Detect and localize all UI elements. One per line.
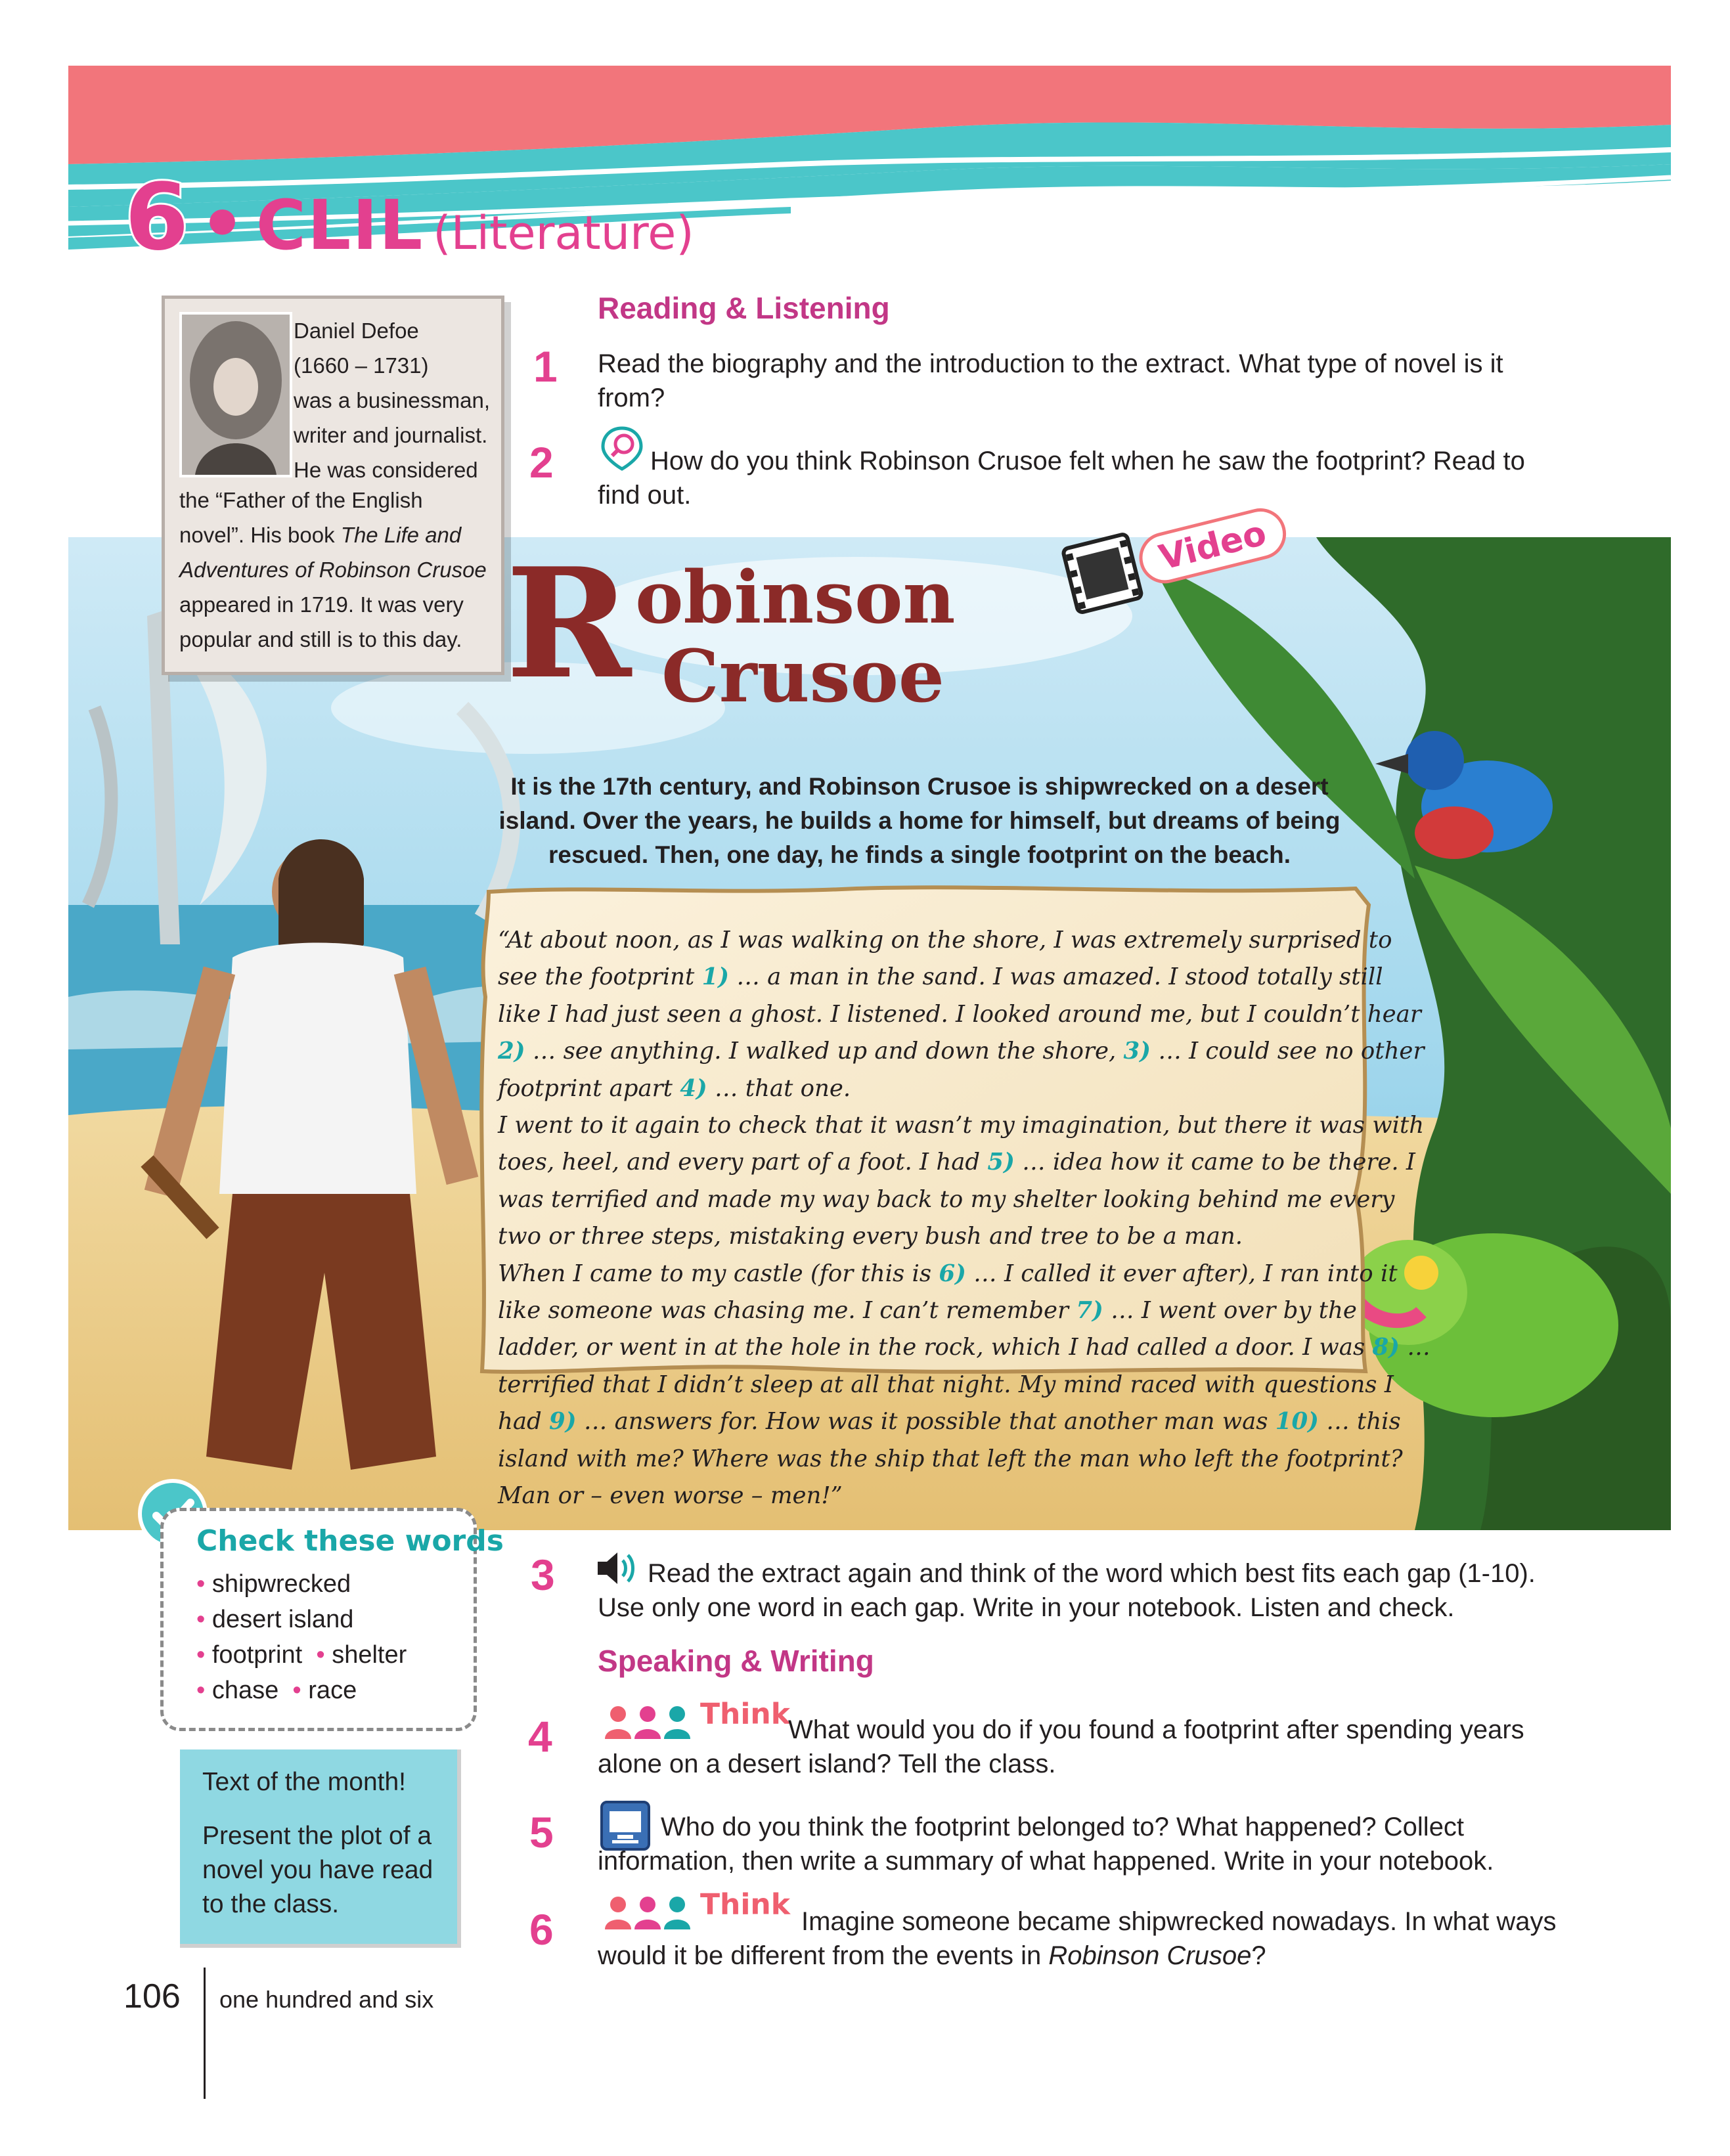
extract-text: … this island with me? Where was the ship that left the man who left the footprint? Man or – even worse – men!”	[498, 1408, 1403, 1510]
word-text: shelter	[332, 1641, 407, 1669]
extract-text: … terrified that I didn’t sleep at all that night. My mind raced with questions I had	[498, 1334, 1431, 1436]
chapter-heading	[125, 164, 694, 271]
exercise-3-number: 3	[531, 1551, 555, 1599]
exercise-5-text: Who do you think the footprint belonged to? What happened? Collect information, then write a summary of what happened. Write in your notebook.	[598, 1813, 1494, 1876]
exercise-1-number: 1	[533, 342, 558, 391]
gap-2: 2)	[498, 1038, 525, 1065]
extract-text: … a man in the sand. I was amazed. I stood totally still like I had just seen a ghost. I listened. I looked around me, but I couldn’t hear	[498, 963, 1421, 1028]
gap-1: 1)	[701, 963, 730, 991]
word-item	[196, 1602, 407, 1637]
bullet-icon: •	[196, 1641, 206, 1669]
title-initial: R	[506, 535, 632, 713]
extract-text: … idea how it came to be there. I was terrified and made my way back to my shelter looking behind me every two or three steps, mistaking every bush and tree to be a man.	[498, 1149, 1415, 1250]
gap-6: 6)	[939, 1260, 966, 1287]
word-text: race	[308, 1677, 357, 1704]
bio-intro	[294, 313, 491, 487]
text-of-month-title: Text of the month!	[202, 1768, 407, 1796]
text-of-month-body: Present the plot of a novel you have read to the class.	[202, 1822, 433, 1918]
bio-line: He was considered	[294, 458, 478, 482]
reading-heading: Reading & Listening	[598, 291, 890, 325]
text-of-month-note	[180, 1749, 461, 1948]
gap-3: 3)	[1123, 1038, 1151, 1065]
word-item	[196, 1637, 407, 1673]
title-line-1: obinson	[635, 555, 956, 640]
gap-8: 8)	[1372, 1334, 1400, 1361]
chapter-number: 6	[125, 164, 189, 271]
exercise-6-book-title: Robinson Crusoe	[1048, 1941, 1252, 1970]
bio-line: writer and journalist.	[294, 423, 488, 447]
exercise-2-number: 2	[529, 438, 554, 487]
think-label: Think	[700, 1887, 791, 1922]
extract-text: … I called it ever after), I ran into it like someone was chasing me. I can’t remember	[498, 1260, 1398, 1325]
word-text: desert island	[211, 1606, 354, 1633]
bullet-icon: •	[316, 1641, 325, 1669]
extract-text: … answers for. How was it possible that another man was	[576, 1408, 1275, 1436]
check-words-box	[160, 1508, 504, 1731]
chapter-title: CLIL	[255, 185, 424, 265]
think-label: Think	[700, 1697, 791, 1731]
extract-text: … see anything. I walked up and down the shore,	[525, 1038, 1124, 1065]
exercise-1-text: Read the biography and the introduction to the extract. What type of novel is it from?	[598, 349, 1503, 412]
exercise-2-text: How do you think Robinson Crusoe felt when he saw the footprint? Read to find out.	[598, 447, 1525, 510]
text-of-month-content	[202, 1765, 452, 1922]
bio-line: Daniel Defoe	[294, 319, 419, 343]
bio-line: was a businessman,	[294, 388, 490, 412]
bio-line: (1660 – 1731)	[294, 353, 429, 378]
word-item	[196, 1673, 407, 1708]
bio-text: appeared in 1719. It was very popular and still is to this day.	[179, 592, 464, 651]
gap-7: 7)	[1076, 1297, 1103, 1325]
extract-text: “At about noon, as I was walking on the shore, I was extremely surprised to see the footprint	[498, 927, 1392, 991]
extract-text: When I came to my castle (for this is	[498, 1260, 939, 1287]
exercise-4-text: What would you do if you found a footprint after spending years alone on a desert island? Tell the class.	[598, 1715, 1524, 1778]
extract-text: … I went over by the ladder, or went in at the hole in the rock, which I had called a door. I was	[498, 1297, 1373, 1361]
gap-10: 10)	[1275, 1408, 1319, 1436]
exercise-5-number: 5	[529, 1808, 554, 1857]
author-bio-note	[162, 296, 504, 675]
exercise-6-part: Imagine someone became shipwrecked nowadays. In what ways would it be different from the events in	[598, 1907, 1557, 1970]
exercise-6-part: ?	[1251, 1941, 1266, 1970]
exercise-3-text: Read the extract again and think of the word which best fits each gap (1-10). Use only one word in each gap. Write in your notebook. Listen and check.	[598, 1559, 1536, 1622]
extract-text: I went to it again to check that it wasn’t my imagination, but there it was with toes, heel, and every part of a foot. I had	[498, 1112, 1425, 1176]
story-title	[506, 535, 956, 718]
word-item	[196, 1566, 407, 1602]
bio-body	[179, 483, 488, 657]
exercise-4-number: 4	[528, 1712, 552, 1761]
title-line-2: Crusoe	[661, 634, 944, 718]
story-intro: It is the 17th century, and Robinson Crusoe is shipwrecked on a desert island. Over the years, he builds a home for himself, but dreams of being rescued. Then, one day, he finds a single footprint on the beach.	[499, 773, 1341, 868]
gap-4: 4)	[680, 1074, 707, 1102]
page-number: 106	[123, 1977, 181, 2015]
bullet-icon: •	[292, 1677, 301, 1704]
chapter-separator: •	[199, 182, 246, 266]
check-words-title: Check these words	[196, 1524, 504, 1558]
story-extract	[498, 922, 1431, 1515]
word-text: footprint	[211, 1641, 303, 1669]
video-label: Video	[1134, 503, 1291, 589]
bullet-icon: •	[196, 1606, 206, 1633]
bullet-icon: •	[196, 1677, 206, 1704]
gap-9: 9)	[549, 1408, 577, 1436]
exercise-6-text	[598, 1904, 1570, 1973]
page-number-words: one hundred and six	[219, 1986, 434, 2013]
portrait-illustration	[182, 315, 290, 475]
check-words-list	[196, 1566, 407, 1708]
speaking-heading: Speaking & Writing	[598, 1644, 874, 1678]
chapter-subtitle: (Literature)	[433, 206, 694, 260]
author-portrait	[179, 312, 292, 477]
word-text: shipwrecked	[211, 1570, 351, 1598]
bio-text: the “Father of the English novel”. His book	[179, 488, 423, 547]
exercise-6-number: 6	[529, 1905, 554, 1954]
gap-5: 5)	[987, 1149, 1015, 1176]
bio-book-title: The Life and Adventures of Robinson Crusoe	[179, 523, 487, 582]
page-divider	[204, 1968, 206, 2099]
extract-text: … I could see no other footprint apart	[498, 1038, 1425, 1102]
word-text: chase	[211, 1677, 279, 1704]
extract-text: … that one.	[707, 1074, 851, 1102]
bullet-icon: •	[196, 1570, 206, 1598]
